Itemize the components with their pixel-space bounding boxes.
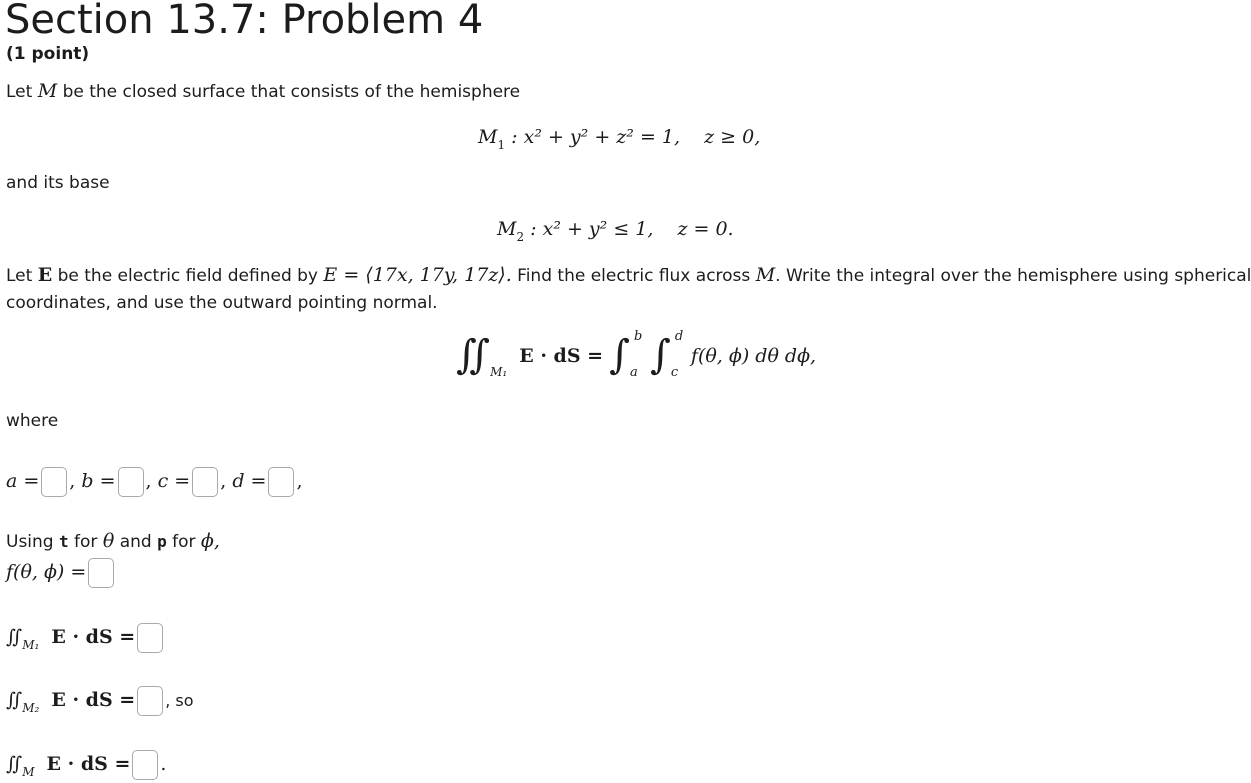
answer-d-input[interactable] [268, 467, 294, 497]
answer-c-input[interactable] [192, 467, 218, 497]
flux-m2-input[interactable] [137, 686, 163, 716]
integrand-input[interactable] [88, 558, 114, 588]
integrand-row: f(θ, ϕ) = [6, 555, 116, 589]
limits-row: a = , b = , c = , d = , [6, 464, 302, 498]
flux-m2-row: $∬_{M_2}$ E · dS = , so [6, 683, 194, 719]
where-text: where [6, 411, 59, 431]
equation-hemisphere: $M_1$ : x² + y² + z² = 1, z ≥ 0, [478, 126, 761, 152]
using-variables-text: Using t for θ and p for ϕ, [6, 530, 220, 552]
answer-b-input[interactable] [118, 467, 144, 497]
page-title: Section 13.7: Problem 4 [5, 0, 484, 43]
and-its-base-text: and its base [6, 173, 110, 193]
flux-m1-input[interactable] [137, 623, 163, 653]
intro-text: Let M be the closed surface that consists of the hemisphere [6, 80, 521, 102]
field-description: Let E be the electric field defined by E = ⟨17x, 17y, 17z⟩. Find the electric flux across M. Write the integral over the hemisphere using spherical [6, 264, 1251, 286]
flux-total-input[interactable] [132, 750, 158, 780]
flux-integral-display: $∬_{M_1}$ E · dS = ∫ b a ∫ d c f(θ, ϕ) dθ dϕ, [456, 329, 817, 380]
field-description-line2: coordinates, and use the outward pointing normal. [6, 293, 438, 313]
equation-base: $M_2$ : x² + y² ≤ 1, z = 0. [497, 218, 734, 244]
answer-a-input[interactable] [41, 467, 67, 497]
points-label: (1 point) [6, 44, 90, 64]
flux-m1-row: $∬_{M_1}$ E · dS = [6, 620, 165, 656]
flux-total-row: $∬_M$ E · dS = . [6, 747, 166, 783]
